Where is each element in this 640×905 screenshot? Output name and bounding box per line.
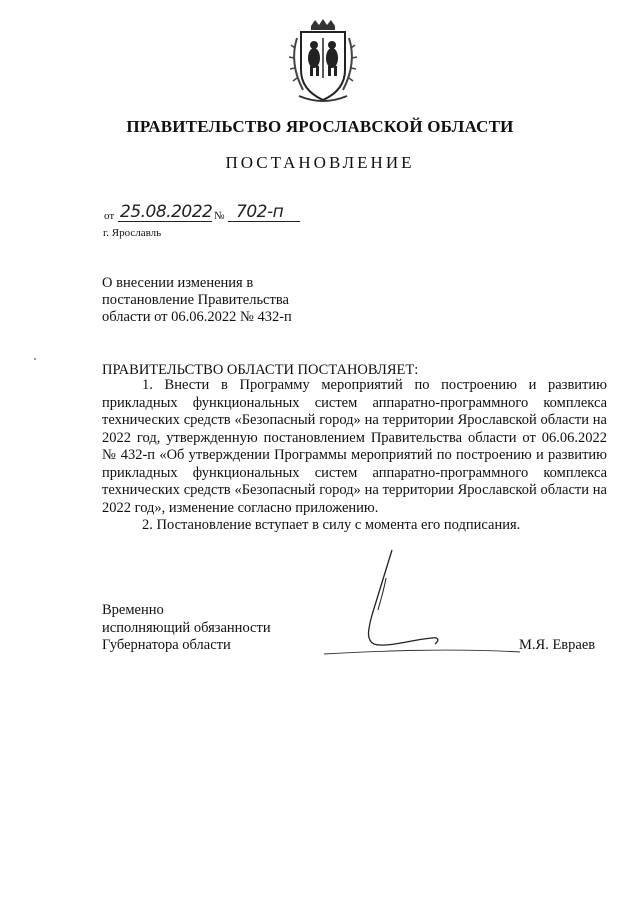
subject-line: постановление Правительства [102,292,289,308]
document-subject [102,275,342,326]
signatory-position [102,602,271,655]
number-label: № [214,210,225,222]
decree-paragraph: 1. Внести в Программу мероприятий по построению и развитию прикладных функциональных систем аппаратно-программного комплекса технических средств «Безопасный город» на территории Ярославской области на 2022 год, утвержденную постановлением Правительства области от 06.06.2022 № 432-п «Об утверждении Программы мероприятий по построению и развитию прикладных функциональных систем аппаратно-программного комплекса технических средств «Безопасный город» на территории Ярославской области на 2022 год», изменение согласно приложению. [102,377,607,516]
yaroslavl-coat-of-arms-icon [283,18,363,108]
registration-line [104,202,324,223]
document-type: ПОСТАНОВЛЕНИЕ [225,153,415,172]
handwritten-signature [320,540,540,670]
government-title: ПРАВИТЕЛЬСТВО ЯРОСЛАВСКОЙ ОБЛАСТИ [126,117,514,136]
city: г. Ярославль [103,227,162,239]
decree-paragraph: 2. Постановление вступает в силу с момента его подписания. [142,517,521,533]
position-line: исполняющий обязанности [102,619,271,636]
scan-artifact [34,358,36,360]
position-line: Временно [102,602,164,618]
subject-line: О внесении изменения в [102,275,254,291]
date-label: от [104,210,115,222]
signer-name: М.Я. Евраев [519,637,596,653]
position-line: Губернатора области [102,637,231,653]
decree-heading: ПРАВИТЕЛЬСТВО ОБЛАСТИ ПОСТАНОВЛЯЕТ: [102,362,419,378]
handwritten-number: 702-п [236,202,284,222]
subject-line: области от 06.06.2022 № 432-п [102,309,292,325]
handwritten-date: 25.08.2022 [120,202,213,222]
decree-body [102,377,607,535]
